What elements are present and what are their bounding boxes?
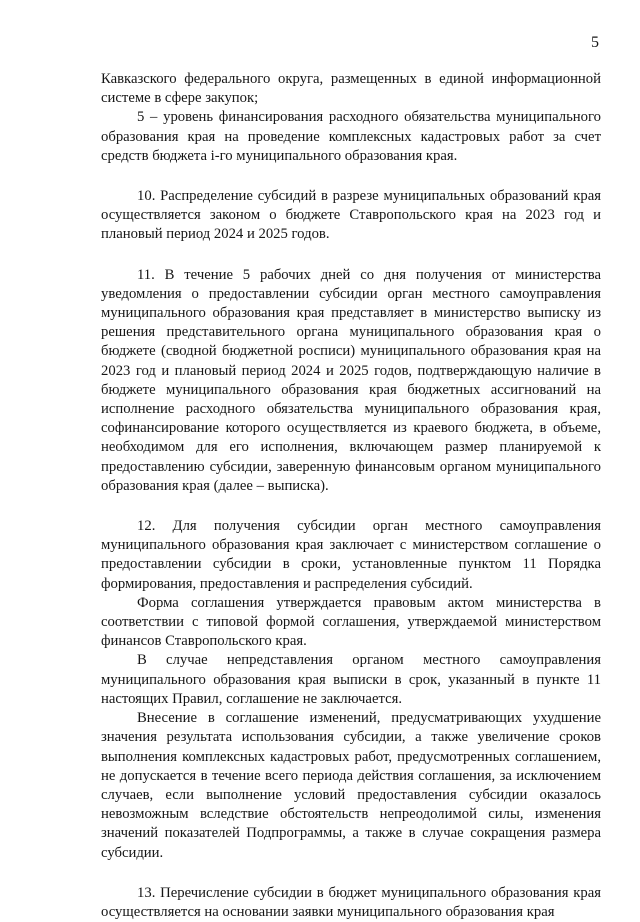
paragraph-continuation: Кавказского федерального округа, размещенных в единой информационной системе в сфере закупок; [101,71,601,107]
paragraph-12: 12. Для получения субсидии орган местного самоуправления муниципального образования края заключает с министерством соглашение о предоставлении субсидии в сроки, установленные пунктом 11 Порядка формирования, предоставления и распределения субсидий. [101,518,601,592]
paragraph-11: 11. В течение 5 рабочих дней со дня получения от министерства уведомления о предоставлении субсидии орган местного самоуправления муниципального образования края представляет в министерство выписку из решения представительного органа муниципального образования края о бюджете (сводной бюджетной росписи) муниципального образования края на 2023 год и плановый период 2024 и 2025 годов, подтверждающую наличие в бюджете муниципального образования края бюджетных ассигнований на исполнение расходного обязательства муниципального образования края, софинансирование которого осуществляется из краевого бюджета, в объеме, необходимом для его исполнения, включающем размер планируемой к предоставлению субсидии, заверенную финансовым органом муниципального образования края (далее – выписка). [101,266,601,494]
page-number: 5 [591,34,599,51]
paragraph-13: 13. Перечисление субсидии в бюджет муниципального образования края осуществляется на основании заявки муниципального образования края [101,884,601,920]
paragraph-12-agreement-form: Форма соглашения утверждается правовым актом министерства в соответствии с типовой формой соглашения, утверждаемой министерством финансов Ставропольского края. [101,594,601,650]
document-body [101,70,601,922]
paragraph-funding-level: 5 – уровень финансирования расходного обязательства муниципального образования края на проведение комплексных кадастровых работ за счет средств бюджета i-го муниципального образования края. [101,109,601,164]
paragraph-10: 10. Распределение субсидий в разрезе муниципальных образований края осуществляется законом о бюджете Ставропольского края на 2023 год и плановый период 2024 и 2025 годов. [101,188,601,243]
paragraph-12-amendments: Внесение в соглашение изменений, предусматривающих ухудшение значения результата использования субсидии, а также увеличение сроков выполнения комплексных кадастровых работ, предусмотренных соглашением, не допускается в течение всего периода действия соглашения, за исключением случаев, если выполнение условий предоставления субсидии оказалось невозможным вследствие обстоятельств непреодолимой силы, изменения значений показателей Подпрограммы, а также в случае сокращения размера субсидии. [101,710,601,861]
paragraph-12-non-submission: В случае непредставления органом местного самоуправления муниципального образования края выписки в срок, указанный в пункте 11 настоящих Правил, соглашение не заключается. [101,652,601,707]
